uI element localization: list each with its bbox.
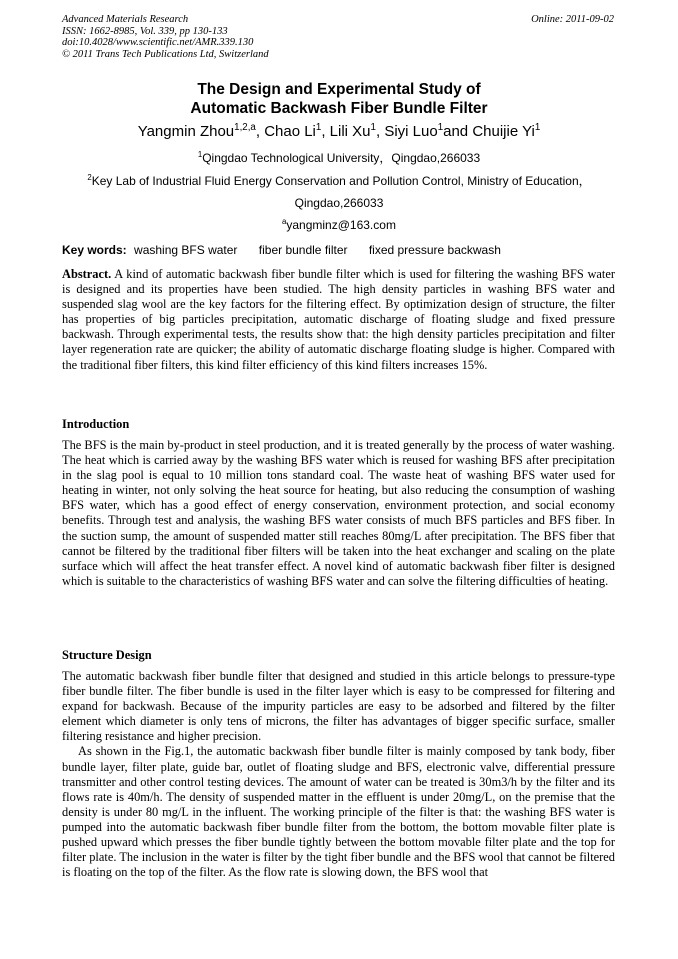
paper-title <box>62 80 616 118</box>
author-list <box>62 122 616 142</box>
title-line-2: Automatic Backwash Fiber Bundle Filter <box>190 100 488 117</box>
author-name: Lili Xu <box>329 123 371 140</box>
keywords <box>62 243 616 257</box>
structure-body <box>62 669 615 880</box>
affiliation-sup: 2 <box>87 173 92 182</box>
author-name: Yangmin Zhou <box>137 123 235 140</box>
abstract-label: Abstract. <box>62 267 112 281</box>
introduction-paragraph: The BFS is the main by-product in steel production, and it is treated generally by the process of water washing. The heat which is carried away by the washing BFS water which is reused for washing BFS after precipitation in the slag pool is equal to 10 million tons standard coal. The waste heat of washing BFS water used for heating in winter, not only solving the heat source for heating, but also reducing the consumption of washing BFS water, which has a good effect of energy conservation, environment protection, and social economy benefits. Through test and analysis, the washing BFS water consists of much BFS particles and BFS fiber. In the suction sump, the amount of suspended matter still reaches 80mg/L after precipitation. The BFS fiber that cannot be filtered by the traditional fiber filters will be taken into the heat exchanger and scaling on the plate surface which will affect the heat transfer effect. A novel kind of automatic backwash fiber filter is designed which is suitable to the characteristics of washing BFS water and can solve the filtering difficulties of heating. <box>62 438 615 588</box>
structure-paragraph-1: The automatic backwash fiber bundle filter that designed and studied in this article belongs to pressure-type fiber bundle filter. The fiber bundle is used in the filter layer which is easy to be compressed for filtering and expand for backwash. Because of the impurity particles are easy to be adsorbed and filtered by the filter element which diameter is only tens of microns, the filter has advantages of bigger specific surface, smaller filtering resistance and higher precision. <box>62 669 615 744</box>
journal-issn: ISSN: 1662-8985, Vol. 339, pp 130-133 <box>62 25 228 37</box>
author-sup: 1 <box>315 122 322 133</box>
introduction-body <box>62 438 615 589</box>
journal-header <box>62 14 269 60</box>
journal-name: Advanced Materials Research <box>62 14 189 25</box>
author-sup: 1 <box>534 122 541 133</box>
keywords-label: Key words: <box>62 243 127 257</box>
keyword: washing BFS water <box>134 243 238 257</box>
affiliation-2 <box>62 174 616 188</box>
keyword: fiber bundle filter <box>258 243 348 257</box>
affiliation-2-city: Qingdao,266033 <box>294 196 384 210</box>
affiliation-sup: 1 <box>197 150 203 159</box>
author-separator: , <box>321 123 330 140</box>
email-sup: a <box>282 217 287 226</box>
journal-copyright: © 2011 Trans Tech Publications Ltd, Switzerland <box>62 48 269 60</box>
author-name: and Chuijie Yi <box>443 123 535 140</box>
author-separator: , <box>255 123 265 140</box>
introduction-heading: Introduction <box>62 417 130 431</box>
author-sup: 1 <box>437 122 444 133</box>
affiliation-text: Qingdao Technological University，Qingdao,266033 <box>202 151 481 165</box>
author-email[interactable] <box>62 218 616 232</box>
structure-paragraph-2: As shown in the Fig.1, the automatic backwash fiber bundle filter is mainly composed by tank body, fiber bundle layer, filter plate, guide bar, outlet of floating sludge and BFS, electronic valve, differential pressure transmitter and other control testing devices. The amount of water can be treated is 30m3/h by the filter and its flows rate is 40m/h. The density of suspended matter in the effluent is under 20mg/L, on the premise that the density is under 80 mg/L in the influent. The working principle of the filter is that: the washing BFS water is pumped into the automatic backwash fiber bundle filter from the bottom, the bottom movable filter plate is pushed upward which presses the fiber bundle tightly between the bottom movable filter plate and the top for filter plate. The inclusion in the water is filter by the tight fiber bundle and the BFS wool that cannot be filtered is floating on the top of the filter. As the flow rate is slowing down, the BFS wool that <box>62 744 615 880</box>
keyword: fixed pressure backwash <box>368 243 501 257</box>
affiliation-text: Key Lab of Industrial Fluid Energy Conservation and Pollution Control, Ministry of Education， <box>91 174 591 188</box>
abstract-text: A kind of automatic backwash fiber bundle filter which is used for filtering the washing BFS water is designed and its properties have been studied. The high density particles in washing BFS water and suspended slag wool are the key factors for the filtering effect. By optimization design of structure, the filter has properties of big particles precipitation, automatic discharge of floating sludge and fixed pressure backwash. Through experimental tests, the results show that: the high density particles precipitation and filter layer regeneration rate are quicker; the ability of automatic discharge floating sludge is higher. Compared with the traditional fiber filters, this kind filter efficiency of this kind filters increases 15%. <box>62 267 615 372</box>
title-line-1: The Design and Experimental Study of <box>197 81 481 98</box>
author-name: Siyi Luo <box>384 123 438 140</box>
journal-doi[interactable]: doi:10.4028/www.scientific.net/AMR.339.130 <box>62 37 254 48</box>
author-separator: , <box>375 123 385 140</box>
author-name: Chao Li <box>264 123 316 140</box>
online-date: Online: 2011-09-02 <box>531 14 614 25</box>
author-sup: 1 <box>370 122 376 133</box>
affiliation-1 <box>62 151 616 165</box>
email-text[interactable]: yangminz@163.com <box>286 218 396 232</box>
structure-heading: Structure Design <box>62 648 152 662</box>
author-sup: 1,2,a <box>234 122 256 133</box>
abstract <box>62 267 615 373</box>
